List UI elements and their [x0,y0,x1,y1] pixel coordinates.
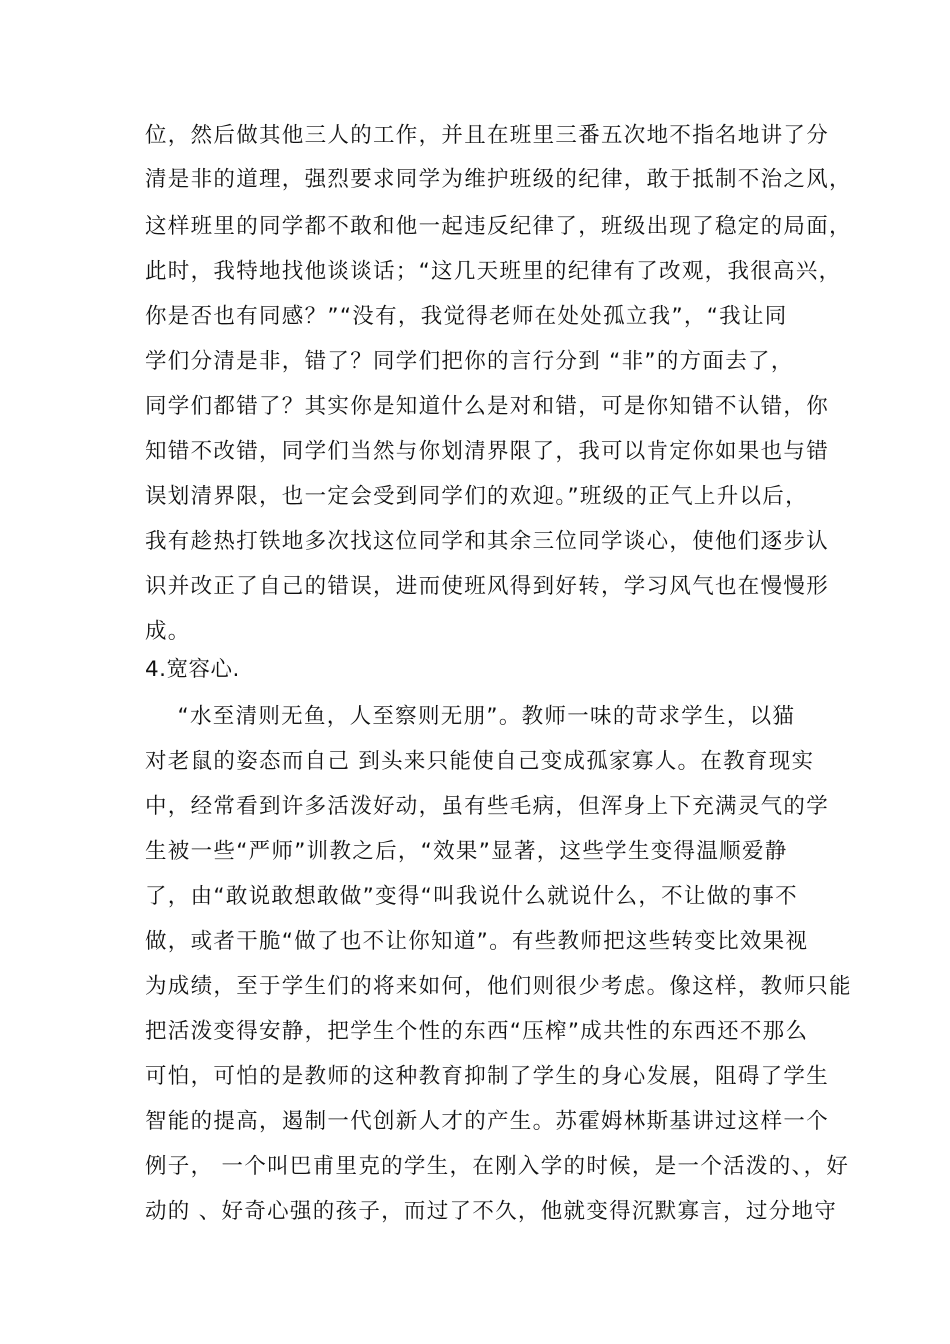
text-line: 误划清界限，也一定会受到同学们的欢迎。”班级的正气上升以后， [145,484,808,509]
text-line: 知错不改错，同学们当然与你划清界限了，我可以肯定你如果也与错 [145,439,830,464]
text-line: 为成绩，至于学生们的将来如何，他们则很少考虑。像这样，教师只能 [145,974,852,999]
text-line: 位，然后做其他三人的工作，并且在班里三番五次地不指名地讲了分 [145,123,830,148]
text-line: 同学们都错了？其实你是知道什么是对和错，可是你知错不认错，你 [145,394,830,419]
section-heading: 4.宽容心. [145,657,240,682]
text-line: 例子， 一个叫巴甫里克的学生，在刚入学的时候，是一个活泼的、，好 [145,1154,850,1179]
text-line: 生被一些“严师”训教之后，“效果”显著，这些学生变得温顺爱静 [145,839,788,864]
text-line: 学们分清是非，错了？同学们把你的言行分到 “非”的方面去了， [145,349,794,374]
text-line: 此时，我特地找他谈谈话；“这几天班里的纪律有了改观，我很高兴， [145,259,842,284]
text-line: 识并改正了自己的错误，进而使班风得到好转，学习风气也在慢慢形 [145,574,830,599]
text-line: 可怕，可怕的是教师的这种教育抑制了学生的身心发展，阻碍了学生 [145,1064,830,1089]
text-line: 了，由“敢说敢想敢做”变得“叫我说什么就说什么，不让做的事不 [145,884,798,909]
text-line: 我有趁热打铁地多次找这位同学和其余三位同学谈心，使他们逐步认 [145,529,830,554]
text-line: 你是否也有同感？”“没有，我觉得老师在处处孤立我”，“我让同 [145,304,788,329]
text-line: “水至清则无鱼，人至察则无朋”。教师一味的苛求学生，以猫 [145,704,796,729]
text-line: 中，经常看到许多活泼好动，虽有些毛病，但浑身上下充满灵气的学 [145,794,830,819]
text-line: 清是非的道理，强烈要求同学为维护班级的纪律，敢于抵制不治之风， [145,167,852,192]
text-line: 对老鼠的姿态而自己 到头来只能使自己变成孤家寡人。在教育现实 [145,749,815,774]
text-line: 做，或者干脆“做了也不让你知道”。有些教师把这些转变比效果视 [145,929,809,954]
text-line: 把活泼变得安静，把学生个性的东西“压榨”成共性的东西还不那么 [145,1019,809,1044]
text-line: 成。 [145,619,191,644]
text-line: 动的 、好奇心强的孩子，而过了不久，他就变得沉默寡言，过分地守 [145,1199,838,1224]
text-line: 这样班里的同学都不敢和他一起违反纪律了，班级出现了稳定的局面， [145,214,852,239]
text-line: 智能的提高，遏制一代创新人才的产生。苏霍姆林斯基讲过这样一个 [145,1109,830,1134]
